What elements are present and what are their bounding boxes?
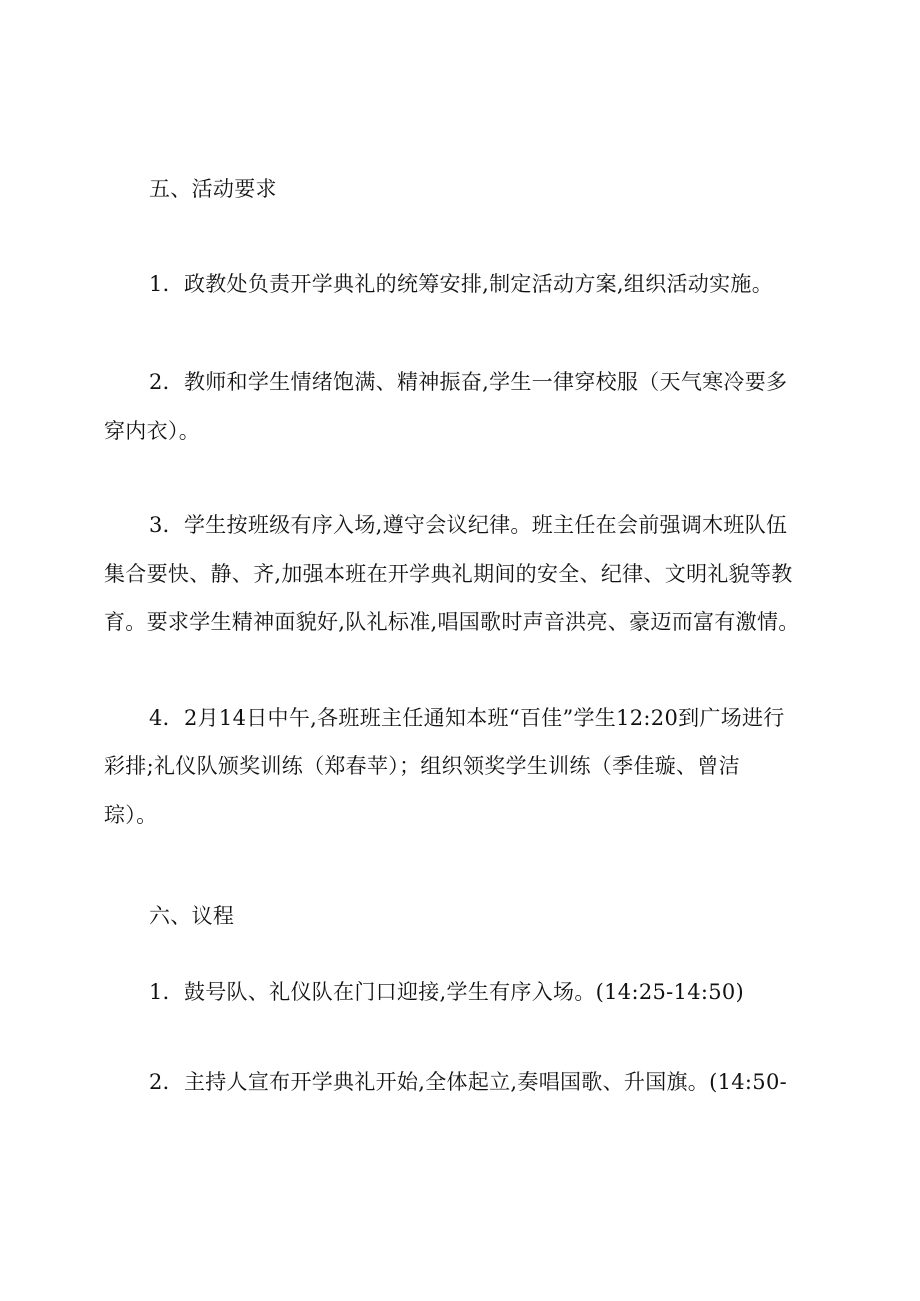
section-5-item-4-line-3: 琮）。	[104, 803, 158, 827]
section-6-item-1-line-1: 1．鼓号队、礼仪队在门口迎接,学生有序入场。(14:25-14:50)	[149, 980, 745, 1004]
section-5-item-2-line-2: 穿内衣）。	[104, 419, 200, 443]
section-6-heading: 六、议程	[149, 904, 235, 928]
section-5-item-2-line-1: 2．教师和学生情绪饱满、精神振奋,学生一律穿校服（天气寒冷要多	[149, 370, 788, 394]
section-5-item-4-line-2: 彩排;礼仪队颁奖训练（郑春苹）；组织领奖学生训练（季佳璇、曾洁	[104, 754, 740, 778]
section-5-item-3-line-1: 3．学生按班级有序入场,遵守会议纪律。班主任在会前强调木班队伍	[149, 513, 788, 537]
section-5-item-1-line-1: 1．政教处负责开学典礼的统筹安排,制定活动方案,组织活动实施。	[149, 272, 774, 296]
section-5-heading: 五、活动要求	[149, 177, 277, 201]
section-5-item-3-line-3: 育。要求学生精神面貌好,队礼标准,唱国歌时声音洪亮、豪迈而富有激情。	[104, 610, 800, 634]
section-5-item-4-line-1: 4．2月14日中午,各班班主任通知本班“百佳”学生12:20到广场进行	[149, 706, 785, 730]
section-5-item-3-line-2: 集合要快、静、齐,加强本班在开学典礼期间的安全、纪律、文明礼貌等教	[104, 562, 793, 586]
section-6-item-2-line-1: 2．主持人宣布开学典礼开始,全体起立,奏唱国歌、升国旗。(14:50-	[149, 1070, 788, 1094]
